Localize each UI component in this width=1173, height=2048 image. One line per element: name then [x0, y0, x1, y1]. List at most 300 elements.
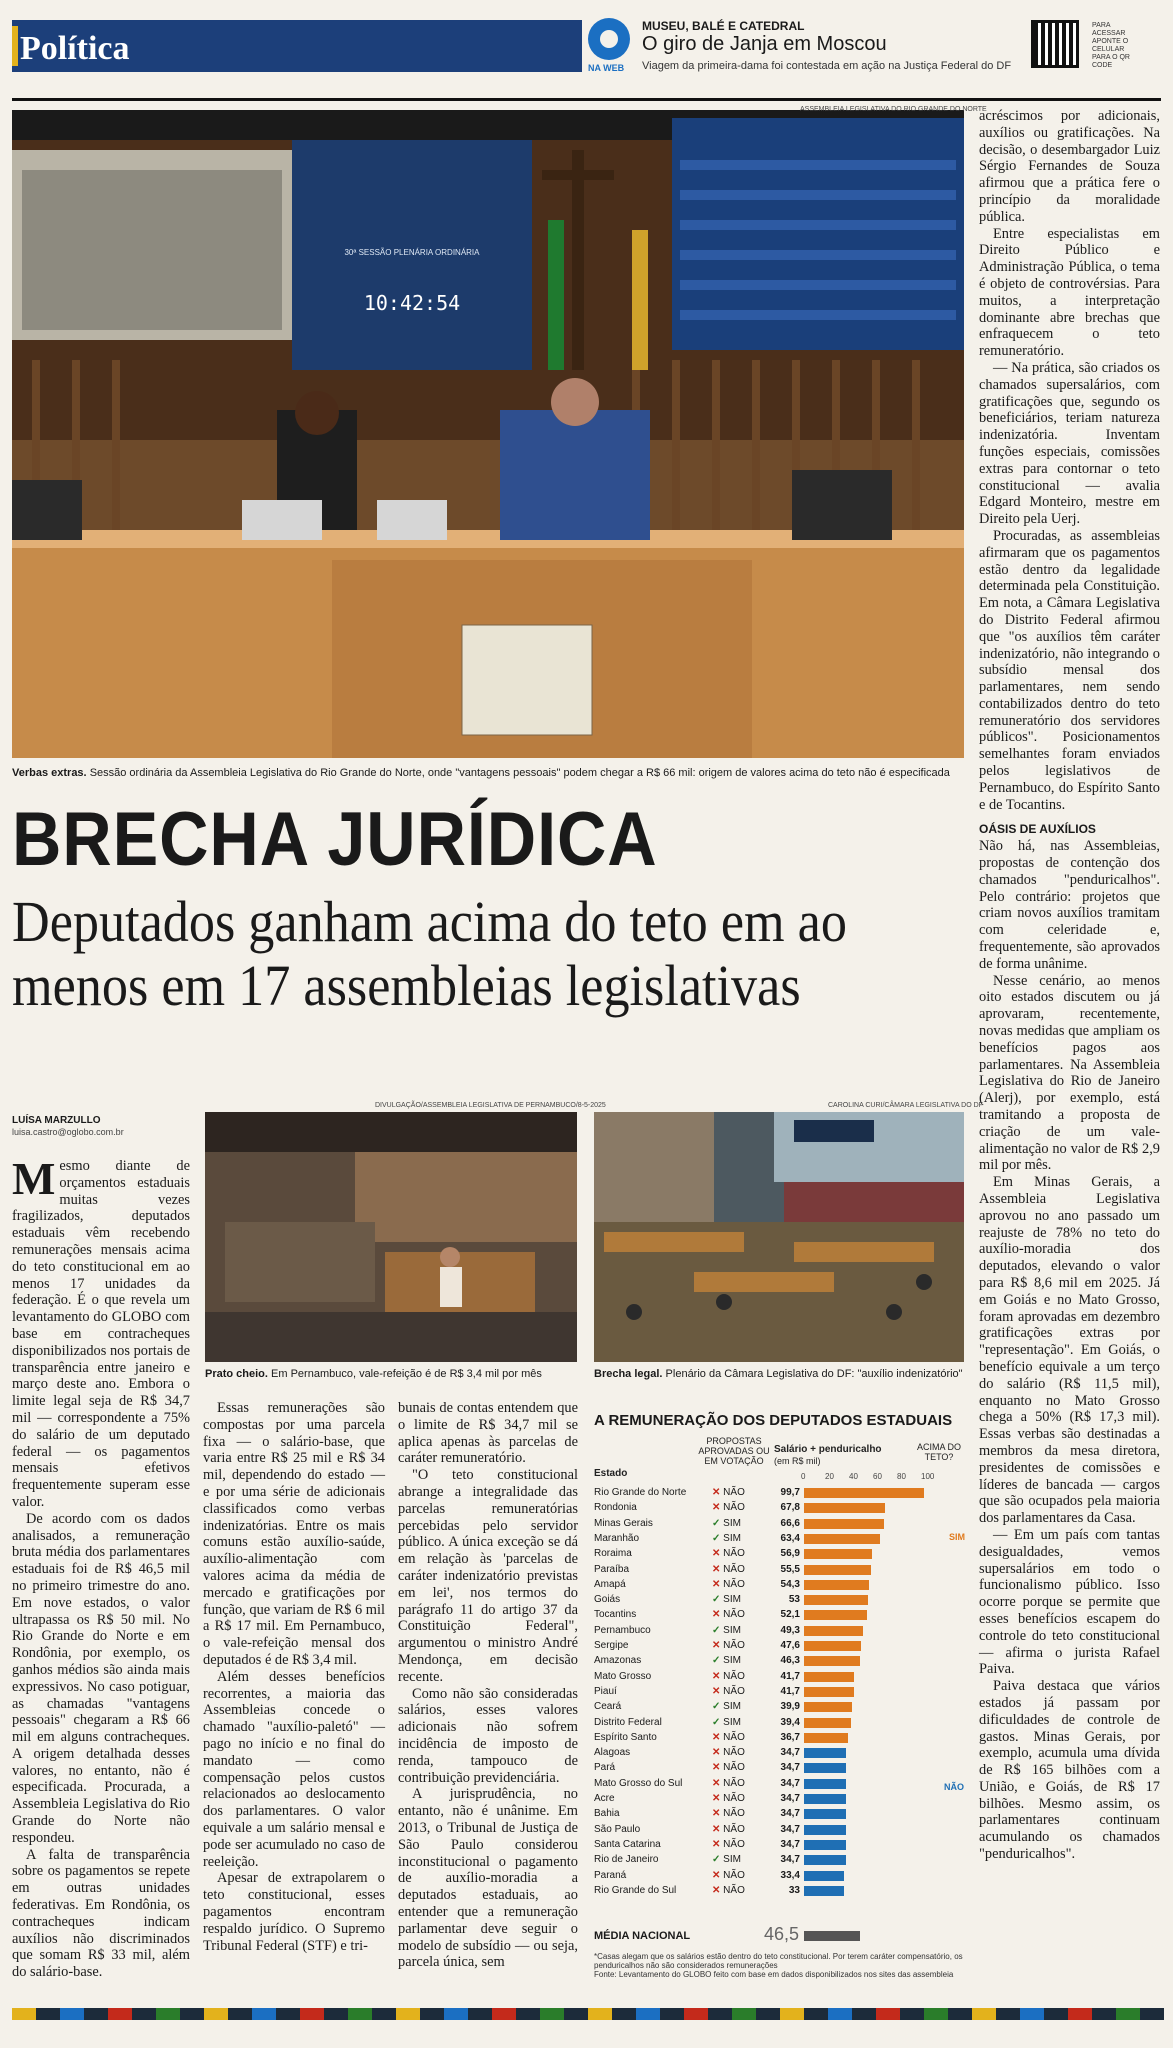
chart-col-state: Estado — [594, 1468, 628, 1479]
cross-icon: ✕ — [712, 1793, 724, 1804]
chart-tick: 40 — [849, 1472, 858, 1481]
cross-icon: ✕ — [712, 1578, 724, 1590]
chart-state-label: Pará — [594, 1762, 616, 1774]
chart-approved-label: NÃO — [723, 1838, 745, 1850]
chart-approved-label: SIM — [723, 1624, 741, 1636]
chart-bar — [804, 1656, 860, 1666]
remuneration-chart — [594, 1412, 964, 1992]
chart-approved — [712, 1533, 752, 1544]
chart-approved — [712, 1778, 752, 1789]
color-segment — [972, 2008, 996, 2020]
paragraph: Paiva destaca que vários estados já passam por dificuldades de controle de gastos. Minas Gerais, por exemplo, acumula uma dívida de R$ 165 bilhões com a União, e Goiás, de R$ 17 bilhões. Mesmo assim, os parlamentares continuam acumulando os chamados "penduricalhos". — [979, 1678, 1160, 1863]
color-segment — [348, 2008, 372, 2020]
chart-bar — [804, 1595, 868, 1605]
chart-row — [594, 1532, 964, 1546]
chart-approved — [712, 1640, 752, 1651]
cross-icon: ✕ — [712, 1502, 724, 1514]
chart-value-label: 41,7 — [780, 1685, 800, 1697]
paragraph: Apesar de extrapolarem o teto constitucional, esses pagamentos encontram respaldo jurídico. O Supremo Tribunal Federal (STF) e tri- — [203, 1870, 385, 1954]
chart-approved — [712, 1747, 752, 1758]
chart-approved — [712, 1548, 752, 1559]
paragraph: — Na prática, são criados os chamados supersalários, com gratificações que, segundo os beneficiários, teriam natureza indenizatória. Inventam funções especiais, comissões extras para contornar o teto constitucional — avalia Edgard Monteiro, mestre em Direito pela Uerj. — [979, 359, 1160, 528]
paragraph: A falta de transparência sobre os pagamentos se repete em outras unidades federativas. Em Rondônia, os contracheques indicam auxílios não discriminados que somam R$ 33 mil, além do salário-base. — [12, 1846, 190, 1981]
chart-value-label: 34,7 — [780, 1823, 800, 1835]
chart-state-label: Tocantins — [594, 1609, 637, 1621]
chart-bar — [804, 1503, 885, 1513]
section-tag — [12, 20, 582, 72]
chart-bar — [804, 1871, 844, 1881]
chart-approved-label: NÃO — [723, 1670, 745, 1682]
chart-approved — [712, 1762, 752, 1773]
color-segment — [1140, 2008, 1164, 2020]
chart-state-label: Rio Grande do Norte — [594, 1487, 687, 1498]
chart-state-label: Rio de Janeiro — [594, 1854, 659, 1866]
chart-row — [594, 1593, 964, 1607]
teaser-deck: Viagem da primeira-dama foi contestada em ação na Justiça Federal do DF — [642, 60, 1012, 72]
chart-state-label: Pernambuco — [594, 1624, 651, 1636]
chart-state-label: Amazonas — [594, 1655, 642, 1667]
chart-bar — [804, 1809, 846, 1819]
chart-approved-label: NÃO — [723, 1487, 745, 1498]
chart-bar — [804, 1763, 846, 1773]
chart-bar — [804, 1626, 863, 1636]
color-segment — [276, 2008, 300, 2020]
article-column-2 — [203, 1400, 385, 1954]
chart-bar — [804, 1534, 880, 1544]
color-segment — [876, 2008, 900, 2020]
chart-row — [594, 1517, 964, 1531]
chart-tick: 80 — [897, 1472, 906, 1481]
chart-row — [594, 1639, 964, 1653]
photo-df-caption-bold: Brecha legal. — [594, 1368, 663, 1380]
chart-bar — [804, 1549, 872, 1559]
chart-row — [594, 1700, 964, 1714]
color-segment — [492, 2008, 516, 2020]
cross-icon: ✕ — [712, 1747, 724, 1759]
chart-state-label: Paraná — [594, 1869, 627, 1881]
byline-email[interactable]: luisa.castro@oglobo.com.br — [12, 1127, 124, 1137]
chart-approved-label: NÃO — [723, 1777, 745, 1789]
color-segment — [996, 2008, 1020, 2020]
chart-state-label: Sergipe — [594, 1640, 629, 1651]
chart-col-unit: (em R$ mil) — [774, 1456, 821, 1466]
chart-approved — [712, 1655, 752, 1666]
teaser-title[interactable]: O giro de Janja em Moscou — [642, 33, 887, 55]
chart-row — [594, 1838, 964, 1852]
byline-name: LUÍSA MARZULLO — [12, 1115, 101, 1126]
web-logo-icon — [588, 18, 630, 60]
photo-df-credit: CAROLINA CURI/CÂMARA LEGISLATIVA DO DF — [828, 1102, 983, 1109]
color-segment — [84, 2008, 108, 2020]
label-above-yes: SIM — [949, 1532, 966, 1542]
chart-bar — [804, 1687, 854, 1697]
chart-bar — [804, 1840, 846, 1850]
photo-pernambuco-illustration — [205, 1112, 577, 1362]
check-icon: ✓ — [712, 1701, 724, 1713]
headline-kicker: BRECHA JURÍDICA — [12, 797, 658, 882]
chart-approved — [712, 1686, 752, 1697]
chart-state-label: Santa Catarina — [594, 1838, 661, 1850]
color-segment — [1044, 2008, 1068, 2020]
chart-approved-label: SIM — [723, 1655, 741, 1667]
paragraph: Essas remunerações são compostas por uma parcela fixa — o salário-base, que varia entre R$ 25 mil e R$ 34 mil, dependendo do estado — e por uma série de adicionais classificados como verbas indenizatórias. Entre os mais comuns estão auxílio-saúde, auxílio-alimentação com valores acima da média de mercado e gratificações por função, que variam de R$ 6 mil a R$ 17 mil. Em Pernambuco, o vale-refeição mensal dos deputados é de R$ 3,4 mil. — [203, 1400, 385, 1668]
color-segment — [828, 2008, 852, 2020]
chart-col-above: ACIMA DO TETO? — [916, 1442, 961, 1462]
chart-bar — [804, 1672, 854, 1682]
paragraph: Procuradas, as assembleias afirmaram que os pagamentos estão dentro da legalidade determinada pela Constituição. Em nota, a Câmara Legislativa do Distrito Federal afirmou que "os auxílios têm caráter indenizatório, não integrando o subsídio mensal dos parlamentares, nem sendo contabilizados dentro do teto remuneratório dos servidores públicos". Posicionamentos semelhantes foram enviados pelos legislativos de Pernambuco, do Espírito Santo e de Tocantins. — [979, 527, 1160, 813]
check-icon: ✓ — [712, 1716, 724, 1728]
main-photo — [12, 110, 964, 758]
chart-approved — [712, 1808, 752, 1819]
chart-value-label: 34,7 — [780, 1808, 800, 1820]
cross-icon: ✕ — [712, 1670, 724, 1682]
chart-approved — [712, 1579, 752, 1590]
color-segment — [708, 2008, 732, 2020]
cross-icon: ✕ — [712, 1609, 724, 1621]
chart-state-label: Bahia — [594, 1808, 620, 1820]
header-rule — [12, 98, 1161, 101]
chart-approved-label: NÃO — [723, 1793, 745, 1804]
chart-bar — [804, 1519, 884, 1529]
paragraph: bunais de contas entendem que o limite de R$ 34,7 mil se aplica apenas às parcelas de caráter remuneratório. — [398, 1400, 578, 1467]
cross-icon: ✕ — [712, 1563, 724, 1575]
chart-state-label: Mato Grosso do Sul — [594, 1777, 683, 1789]
chart-value-label: 66,6 — [780, 1517, 800, 1529]
paragraph: Além desses benefícios recorrentes, a maioria das Assembleias concede o chamado "auxílio-paletó" — pago no início e no final do mandato — como compensação pelos custos relacionados ao deslocamento dos parlamentares. O valor equivale a um salário mensal e pode ser acumulado no caso de reeleição. — [203, 1668, 385, 1870]
chart-value-label: 47,6 — [780, 1640, 800, 1651]
chart-bar — [804, 1702, 852, 1712]
paragraph: A jurisprudência, no entanto, não é unânime. Em 2013, o Tribunal de Justiça de São Paulo considerou inconstitucional o pagamento de auxílio-moradia a deputados estaduais, ao entender que a remuneração parlamentar deve seguir o modelo de subsídio — ou seja, parcela única, sem — [398, 1786, 578, 1971]
chart-approved-label: NÃO — [723, 1884, 745, 1896]
chart-value-label: 34,7 — [780, 1854, 800, 1866]
cross-icon: ✕ — [712, 1487, 724, 1498]
color-segment — [12, 2008, 36, 2020]
chart-approved — [712, 1487, 752, 1498]
cross-icon: ✕ — [712, 1777, 724, 1789]
paragraph: esmo diante de orçamentos estaduais muitas vezes fragilizados, deputados estaduais vêm recebendo remunerações mensais acima do teto constitucional em ao menos 17 unidades da federação. É o que revela um levantamento do GLOBO com base em contracheques disponibilizados nos portais de transparência entre janeiro e março deste ano. Embora o limite legal seja de R$ 34,7 mil — correspondente a 75% do salário de um deputado federal — os pagamentos mensais efetivos frequentemente superam esse valor. — [12, 1158, 190, 1510]
chart-approved — [712, 1824, 752, 1835]
color-segment — [1092, 2008, 1116, 2020]
chart-approved-label: SIM — [723, 1854, 741, 1866]
check-icon: ✓ — [712, 1854, 724, 1866]
chart-row — [594, 1547, 964, 1561]
chart-bar — [804, 1733, 848, 1743]
photo-pe-caption-bold: Prato cheio. — [205, 1368, 268, 1380]
color-segment — [420, 2008, 444, 2020]
cross-icon: ✕ — [712, 1884, 724, 1896]
color-segment — [1068, 2008, 1092, 2020]
chart-state-label: Ceará — [594, 1701, 622, 1713]
article-column-4 — [979, 108, 1160, 1863]
photo-pernambuco — [205, 1112, 577, 1362]
chart-value-label: 34,7 — [780, 1747, 800, 1759]
chart-state-label: Minas Gerais — [594, 1517, 653, 1529]
chart-tick: 20 — [825, 1472, 834, 1481]
chart-approved — [712, 1671, 752, 1682]
chart-row — [594, 1884, 964, 1898]
photo-pe-caption — [205, 1368, 577, 1380]
chart-value-label: 34,7 — [780, 1762, 800, 1774]
chart-state-label: Amapá — [594, 1578, 626, 1590]
chart-row — [594, 1486, 964, 1500]
chart-approved-label: NÃO — [723, 1548, 745, 1560]
chart-approved — [712, 1609, 752, 1620]
chart-value-label: 63,4 — [780, 1532, 800, 1544]
chart-approved-label: SIM — [723, 1517, 741, 1529]
chart-value-label: 33 — [788, 1884, 800, 1896]
chart-title: A REMUNERAÇÃO DOS DEPUTADOS ESTADUAIS — [594, 1412, 953, 1429]
check-icon: ✓ — [712, 1624, 724, 1636]
paragraph: "O teto constitucional abrange a integralidade das parcelas remuneratórias percebidas pelo servidor público. A única exceção se dá em relação às 'parcelas de caráter indenizatório previstas em lei', nos termos do parágrafo 11 do artigo 37 da Constituição Federal", argumentou o ministro André Mendonça, em decisão recente. — [398, 1467, 578, 1685]
chart-row — [594, 1823, 964, 1837]
cross-icon: ✕ — [712, 1685, 724, 1697]
paragraph: Como não são consideradas salários, esses valores adicionais não sofrem incidência de imposto de renda, tampouco de contribuição previdenciária. — [398, 1685, 578, 1786]
chart-approved-label: NÃO — [723, 1808, 745, 1820]
teaser-kicker: MUSEU, BALÉ E CATEDRAL — [642, 19, 805, 33]
color-segment — [900, 2008, 924, 2020]
check-icon: ✓ — [712, 1594, 724, 1606]
chart-approved-label: SIM — [723, 1716, 741, 1728]
chart-note-text: *Casas alegam que os salários estão dentro do teto constitucional. Por terem caráter compensatório, os penduricalhos não são considerados remunerações — [594, 1952, 963, 1970]
color-segment — [612, 2008, 636, 2020]
chart-state-label: Goiás — [594, 1594, 621, 1606]
qr-instructions: PARA ACESSAR APONTE O CELULAR PARA O QR CODE — [1092, 22, 1130, 69]
chart-approved-label: SIM — [723, 1594, 741, 1606]
cross-icon: ✕ — [712, 1869, 724, 1881]
screen-clock: 10:42:54 — [363, 291, 461, 315]
chart-approved — [712, 1793, 752, 1804]
color-segment — [228, 2008, 252, 2020]
section-accent-bar — [12, 26, 18, 66]
bottom-color-bar — [12, 2008, 1161, 2020]
article-column-3 — [398, 1400, 578, 1971]
paragraph: acréscimos por adicionais, auxílios ou gratificações. Na decisão, o desembargador Luiz Sérgio Fernandes de Souza afirmou que a prática fere o princípio da moralidade pública. — [979, 108, 1160, 225]
section-title: Política — [20, 30, 130, 67]
chart-approved-label: NÃO — [723, 1563, 745, 1575]
chart-approved — [712, 1854, 752, 1865]
chart-ticks — [594, 1472, 964, 1484]
chart-row — [594, 1578, 964, 1592]
chart-state-label: Mato Grosso — [594, 1670, 652, 1682]
photo-distrito-federal — [594, 1112, 964, 1362]
chart-bar — [804, 1580, 869, 1590]
chart-approved-label: SIM — [723, 1532, 741, 1544]
web-label: NA WEB — [588, 63, 625, 73]
chart-value-label: 49,3 — [780, 1624, 800, 1636]
chart-bar — [804, 1748, 846, 1758]
cross-icon: ✕ — [712, 1823, 724, 1835]
chart-row — [594, 1777, 964, 1791]
chart-value-label: 33,4 — [780, 1869, 800, 1881]
color-segment — [444, 2008, 468, 2020]
screen-session: 30ª SESSÃO PLENÁRIA ORDINÁRIA — [344, 248, 480, 257]
chart-note — [594, 1952, 964, 1979]
chart-state-label: Roraima — [594, 1548, 632, 1560]
color-segment — [588, 2008, 612, 2020]
color-segment — [780, 2008, 804, 2020]
chart-bar — [804, 1825, 846, 1835]
chart-state-label: Acre — [594, 1793, 615, 1804]
chart-row — [594, 1869, 964, 1883]
avg-label: MÉDIA NACIONAL — [594, 1930, 691, 1942]
chart-tick: 60 — [873, 1472, 882, 1481]
chart-value-label: 52,1 — [780, 1609, 800, 1621]
chart-row — [594, 1792, 964, 1806]
chart-row — [594, 1563, 964, 1577]
paragraph: De acordo com os dados analisados, a remuneração bruta média dos parlamentares estaduais foi de R$ 46,5 mil no primeiro trimestre do ano. Em nove estados, o valor ultrapassa os R$ 50 mil. No Rio Grande do Norte e em Rondônia, por exemplo, os ganhos médios são ainda mais expressivos. No caso potiguar, as chamadas "vantagens pessoais" chegaram a R$ 66 mil em alguns contracheques. A origem detalhada desses valores, no entanto, não é especificada. Procurada, a Assembleia Legislativa do Rio Grande do Norte não respondeu. — [12, 1510, 190, 1846]
chart-bar — [804, 1794, 846, 1804]
chart-value-label: 56,9 — [780, 1548, 800, 1560]
chart-state-label: Alagoas — [594, 1747, 631, 1759]
chart-state-label: Piauí — [594, 1685, 617, 1697]
chart-source: Fonte: Levantamento do GLOBO feito com base em dados disponibilizados nos sites das assembleia — [594, 1970, 954, 1979]
color-segment — [252, 2008, 276, 2020]
chart-row — [594, 1853, 964, 1867]
color-segment — [60, 2008, 84, 2020]
color-segment — [132, 2008, 156, 2020]
photo-pe-credit: DIVULGAÇÃO/ASSEMBLEIA LEGISLATIVA DE PERNAMBUCO/8-5-2025 — [375, 1102, 606, 1109]
color-segment — [1020, 2008, 1044, 2020]
chart-row — [594, 1608, 964, 1622]
chart-bar — [804, 1718, 851, 1728]
color-segment — [564, 2008, 588, 2020]
chart-rows — [594, 1486, 964, 1906]
chart-value-label: 67,8 — [780, 1502, 800, 1514]
color-segment — [516, 2008, 540, 2020]
chart-approved-label: NÃO — [723, 1731, 745, 1743]
chart-approved-label: NÃO — [723, 1502, 745, 1514]
chart-tick: 100 — [921, 1472, 935, 1481]
color-segment — [684, 2008, 708, 2020]
chart-row — [594, 1807, 964, 1821]
color-segment — [636, 2008, 660, 2020]
chart-approved-label: SIM — [723, 1701, 741, 1713]
color-segment — [732, 2008, 756, 2020]
paragraph: Entre especialistas em Direito Público e Administração Pública, o tema é objeto de controvérsias. Para muitos, a interpretação dominante abre brechas que enfraquecem o teto remuneratório. — [979, 225, 1160, 360]
chart-value-label: 34,7 — [780, 1793, 800, 1804]
chart-state-label: Espírito Santo — [594, 1731, 657, 1743]
avg-value: 46,5 — [764, 1924, 800, 1944]
chart-value-label: 39,4 — [780, 1716, 800, 1728]
chart-approved-label: NÃO — [723, 1762, 745, 1774]
subheading: OÁSIS DE AUXÍLIOS — [979, 822, 1096, 837]
headline-deck: Deputados ganham acima do teto em ao menos em 17 assembleias legislativas — [12, 889, 847, 1018]
paragraph: — Em um país com tantas desigualdades, vemos supersalários em todo o funcionalismo público. Isso ocorre porque se permite que esses benefícios escapem do controle do teto constitucional — afirma o jurista Rafael Paiva. — [979, 1526, 1160, 1678]
main-photo-caption — [12, 767, 964, 779]
cross-icon: ✕ — [712, 1640, 724, 1651]
chart-approved-label: NÃO — [723, 1823, 745, 1835]
chart-approved-label: NÃO — [723, 1578, 745, 1590]
main-photo-credit: ASSEMBLEIA LEGISLATIVA DO RIO GRANDE DO NORTE — [800, 106, 987, 113]
chart-approved — [712, 1502, 752, 1513]
chart-approved — [712, 1564, 752, 1575]
color-segment — [396, 2008, 420, 2020]
chart-row — [594, 1501, 964, 1515]
color-segment — [300, 2008, 324, 2020]
main-caption-bold: Verbas extras. — [12, 767, 87, 779]
chart-state-label: Paraíba — [594, 1563, 630, 1575]
chart-approved — [712, 1885, 752, 1896]
chart-value-label: 34,7 — [780, 1838, 800, 1850]
chart-bar — [804, 1779, 846, 1789]
main-photo-illustration — [12, 110, 964, 758]
chart-approved — [712, 1732, 752, 1743]
color-segment — [372, 2008, 396, 2020]
chart-value-label: 99,7 — [780, 1487, 800, 1498]
chart-state-label: Rondonia — [594, 1502, 637, 1514]
paragraph: Em Minas Gerais, a Assembleia Legislativa aprovou no ano passado um reajuste de 78% no teto do auxílio-moradia dos deputados, elevando o valor para R$ 8,6 mil em 2025. Já em Goiás e no Mato Grosso, foram aprovadas em dezembro gratificações extras por "representação". Em Goiás, o benefício equivale a um terço do salário (R$ 11,5 mil), enquanto no Mato Grosso chega a 50% (R$ 17,3 mil). Essas verbas são destinadas a membros da mesa diretora, presidentes de comissões e líderes de bancada — cargos que são ocupados pela maioria dos parlamentares da Casa. — [979, 1174, 1160, 1527]
check-icon: ✓ — [712, 1655, 724, 1667]
cross-icon: ✕ — [712, 1808, 724, 1820]
dropcap: M — [12, 1153, 56, 1204]
chart-approved-label: NÃO — [723, 1869, 745, 1881]
color-segment — [1116, 2008, 1140, 2020]
photo-df-caption — [594, 1368, 964, 1380]
chart-tick: 0 — [801, 1472, 806, 1481]
chart-approved-label: NÃO — [723, 1685, 745, 1697]
cross-icon: ✕ — [712, 1731, 724, 1743]
chart-bar — [804, 1610, 867, 1620]
color-segment — [108, 2008, 132, 2020]
chart-row — [594, 1731, 964, 1745]
chart-state-label: São Paulo — [594, 1823, 641, 1835]
chart-bar — [804, 1641, 861, 1651]
avg-bar — [804, 1931, 860, 1941]
color-segment — [156, 2008, 180, 2020]
paragraph: Não há, nas Assembleias, propostas de contenção dos chamados "penduricalhos". Pelo contrário: projetos que criam novos auxílios tramitam com celeridade e, frequentemente, são aprovados de forma unânime. — [979, 838, 1160, 972]
color-segment — [324, 2008, 348, 2020]
color-segment — [660, 2008, 684, 2020]
chart-approved — [712, 1625, 752, 1636]
color-segment — [36, 2008, 60, 2020]
chart-approved-label: NÃO — [723, 1747, 745, 1759]
chart-approved — [712, 1594, 752, 1605]
chart-state-label: Rio Grande do Sul — [594, 1884, 677, 1896]
chart-approved-label: NÃO — [723, 1609, 745, 1621]
color-segment — [540, 2008, 564, 2020]
chart-state-label: Distrito Federal — [594, 1716, 662, 1728]
chart-approved-label: NÃO — [723, 1640, 745, 1651]
chart-value-label: 53 — [788, 1594, 800, 1606]
main-caption-text: Sessão ordinária da Assembleia Legislativa do Rio Grande do Norte, onde "vantagens pessoais" podem chegar a R$ 66 mil: origem de valores acima do teto não é especificada — [89, 767, 950, 779]
chart-state-label: Maranhão — [594, 1532, 640, 1544]
label-above-no: NÃO — [944, 1782, 964, 1792]
chart-value-label: 41,7 — [780, 1670, 800, 1682]
cross-icon: ✕ — [712, 1762, 724, 1774]
chart-row — [594, 1761, 964, 1775]
chart-value-label: 55,5 — [780, 1563, 800, 1575]
color-segment — [948, 2008, 972, 2020]
color-segment — [852, 2008, 876, 2020]
color-segment — [924, 2008, 948, 2020]
chart-bar — [804, 1855, 846, 1865]
chart-approved — [712, 1701, 752, 1712]
chart-col-proposals: PROPOSTAS APROVADAS OU EM VOTAÇÃO — [698, 1436, 770, 1466]
check-icon: ✓ — [712, 1532, 724, 1544]
paragraph: Nesse cenário, ao menos oito estados discutem ou já aprovaram, recentemente, novas medidas que ampliam os benefícios pagos aos parlamentares. Na Assembleia Legislativa do Rio de Janeiro (Alerj), por exemplo, está tramitando a proposta de criação de um vale-alimentação no valor de R$ 2,9 mil por mês. — [979, 972, 1160, 1174]
color-segment — [468, 2008, 492, 2020]
chart-col-value: Salário + penduricalho — [774, 1444, 882, 1455]
chart-row — [594, 1685, 964, 1699]
chart-approved — [712, 1717, 752, 1728]
chart-bar — [804, 1488, 924, 1498]
chart-row — [594, 1670, 964, 1684]
color-segment — [804, 2008, 828, 2020]
qr-code-icon[interactable] — [1031, 20, 1079, 68]
cross-icon: ✕ — [712, 1548, 724, 1560]
chart-row — [594, 1624, 964, 1638]
chart-row — [594, 1716, 964, 1730]
